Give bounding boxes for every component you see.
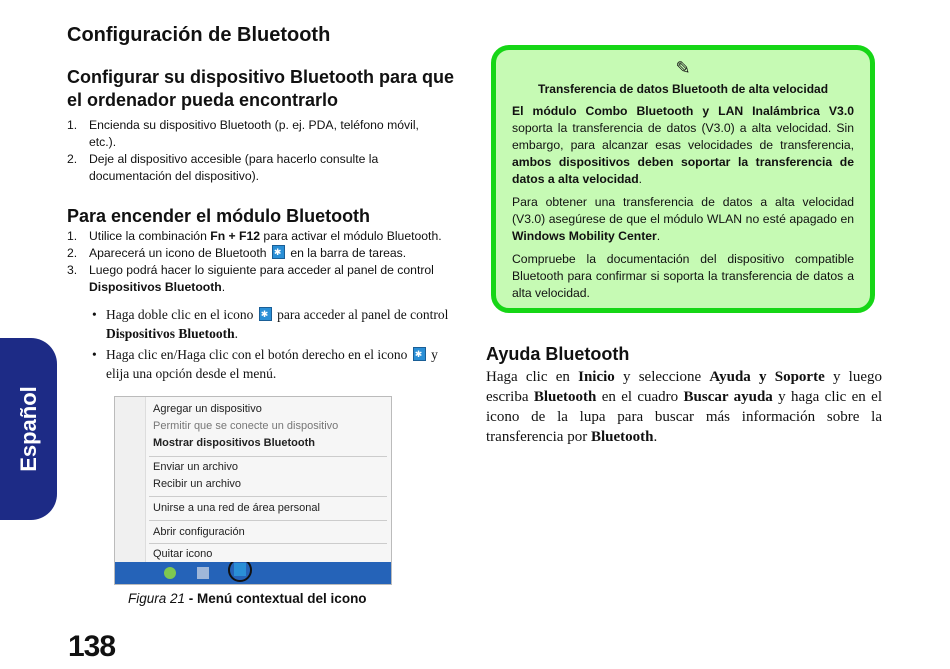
taskbar: [115, 562, 391, 584]
figure-caption: Figura 21 - Menú contextual del icono: [128, 591, 367, 606]
list-item: 1. Utilice la combinación Fn + F12 para activar el módulo Bluetooth.: [67, 229, 442, 243]
note-box: [491, 45, 875, 313]
list-item: 2. Deje al dispositivo accesible (para hacerlo consulte la documentación del dispositivo).: [67, 152, 379, 183]
help-title: Ayuda Bluetooth: [486, 344, 630, 364]
menu-item-receive-file[interactable]: Recibir un archivo: [153, 478, 242, 490]
bullet-list: [92, 305, 467, 383]
menu-item-join-pan[interactable]: Unirse a una red de área personal: [153, 502, 320, 514]
bluetooth-icon: [413, 347, 426, 361]
steps-list-1: [67, 117, 467, 185]
page-number: 138: [68, 630, 116, 663]
bluetooth-icon: [259, 307, 272, 321]
menu-item-add-device[interactable]: Agregar un dispositivo: [153, 403, 262, 415]
language-tab-label: Español: [15, 386, 41, 472]
bluetooth-icon: [272, 245, 285, 259]
list-item: 3. Luego podrá hacer lo siguiente para acceder al panel de control Dispositivos Bluetooth.: [67, 263, 434, 294]
menu-item-remove-icon[interactable]: Quitar icono: [153, 548, 213, 560]
pencil-icon: ✎: [675, 58, 691, 78]
subtitle-enable-module: Para encender el módulo Bluetooth: [67, 206, 371, 226]
context-menu-screenshot: [114, 396, 392, 585]
menu-item-open-settings[interactable]: Abrir configuración: [153, 526, 245, 538]
note-paragraph: Compruebe la documentación del dispositivo compatible Bluetooth para confirmar si soporta la transferencia de datos a alta velocidad.: [512, 252, 854, 300]
menu-item-send-file[interactable]: Enviar un archivo: [153, 461, 238, 473]
highlighted-bluetooth-icon[interactable]: [225, 562, 255, 582]
list-item: • Haga clic en/Haga clic con el botón derecho en el icono ✱ y elija una opción desde el menú.: [92, 345, 467, 383]
list-item: 1. Encienda su dispositivo Bluetooth (p. ej. PDA, teléfono móvil, etc.).: [67, 118, 419, 149]
list-item: • Haga doble clic en el icono ✱ para acceder al panel de control Dispositivos Bluetooth.: [92, 305, 467, 343]
note-paragraph: El módulo Combo Bluetooth y LAN Inalámbrica V3.0 soporta la transferencia de datos (V3.0) a alta velocidad. Sin embargo, para alcanzar esas velocidades de transferencia, ambos dispositivos deben soportar la transferencia de datos a alta velocidad.: [512, 104, 854, 186]
list-item: 2. Aparecerá un icono de Bluetooth ✱ en la barra de tareas.: [67, 245, 467, 262]
language-tab: [0, 338, 57, 520]
section-title: Configuración de Bluetooth: [67, 24, 331, 46]
note-title: Transferencia de datos Bluetooth de alta velocidad: [537, 82, 829, 96]
menu-item-show-devices[interactable]: Mostrar dispositivos Bluetooth: [153, 437, 315, 449]
help-paragraph: Haga clic en Inicio y seleccione Ayuda y Soporte y luego escriba Bluetooth en el cuadro Buscar ayuda y haga clic en el icono de la lupa para buscar más información sobre la transferencia por Bluetooth.: [486, 369, 882, 445]
steps-list-2: [67, 228, 467, 296]
subtitle-configure-device: Configurar su dispositivo Bluetooth para que el ordenador pueda encontrarlo: [67, 67, 455, 110]
note-paragraph: Para obtener una transferencia de datos a alta velocidad (V3.0) asegúrese de que el módulo WLAN no esté apagado en Windows Mobility Center.: [512, 195, 854, 243]
menu-item-allow-connect[interactable]: Permitir que se conecte un dispositivo: [153, 420, 339, 432]
